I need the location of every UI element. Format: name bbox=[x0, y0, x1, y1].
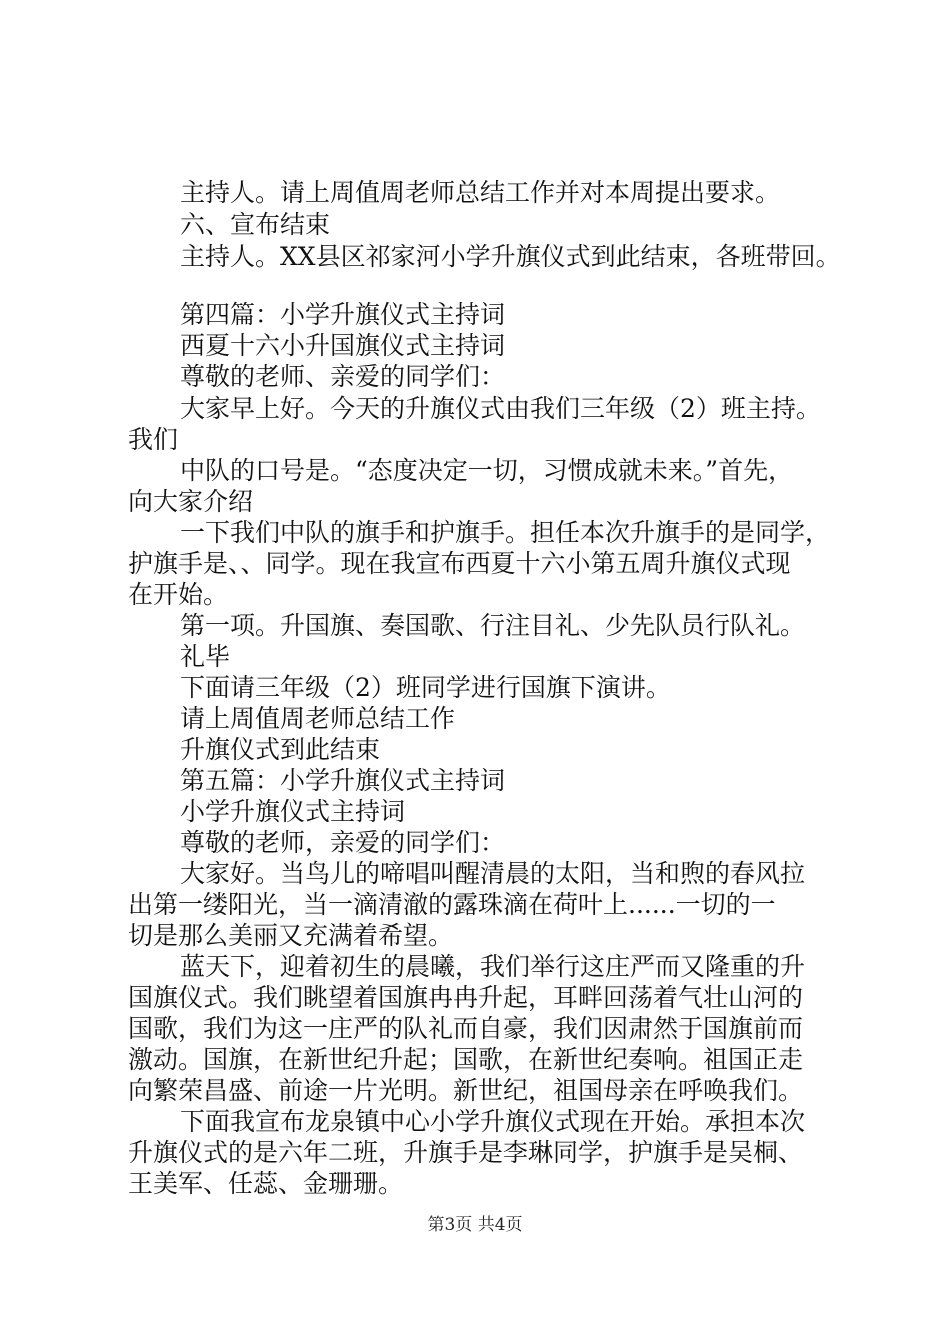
body-line: 大家好。当鸟儿的啼唱叫醒清晨的太阳，当和煦的春风拉 bbox=[180, 859, 806, 888]
body-line: 六、宣布结束 bbox=[180, 210, 331, 239]
section-subtitle: 小学升旗仪式主持词 bbox=[180, 797, 406, 826]
body-line: 一下我们中队的旗手和护旗手。担任本次升旗手的是同学， bbox=[180, 518, 831, 547]
body-line: 向繁荣昌盛、前途一片光明。新世纪，祖国母亲在呼唤我们。 bbox=[128, 1076, 804, 1105]
body-line: 尊敬的老师、亲爱的同学们： bbox=[180, 362, 506, 391]
body-line: 我们 bbox=[128, 425, 179, 454]
body-line: 升旗仪式到此结束 bbox=[180, 735, 381, 764]
body-line: 护旗手是、、同学。现在我宣布西夏十六小第五周升旗仪式现 bbox=[128, 549, 791, 578]
body-line: 出第一缕阳光，当一滴清澈的露珠滴在荷叶上......一切的一 bbox=[128, 890, 776, 919]
body-line: 下面我宣布龙泉镇中心小学升旗仪式现在开始。承担本次 bbox=[180, 1107, 806, 1136]
body-line: 第一项。升国旗、奏国歌、行注目礼、少先队员行队礼。 bbox=[180, 611, 806, 640]
section-heading: 第四篇：小学升旗仪式主持词 bbox=[180, 300, 506, 329]
body-line: 升旗仪式的是六年二班，升旗手是李琳同学，护旗手是吴桐、 bbox=[128, 1138, 804, 1167]
body-line: 中队的口号是。“态度决定一切，习惯成就未来。”首先， bbox=[180, 456, 794, 485]
body-line: 尊敬的老师，亲爱的同学们： bbox=[180, 828, 506, 857]
body-line: 国歌，我们为这一庄严的队礼而自豪，我们因肃然于国旗前而 bbox=[128, 1014, 804, 1043]
body-line: 激动。国旗，在新世纪升起；国歌，在新世纪奏响。祖国正走 bbox=[128, 1045, 804, 1074]
section-heading: 第五篇：小学升旗仪式主持词 bbox=[180, 766, 506, 795]
page-footer: 第3页 共4页 bbox=[427, 1215, 523, 1235]
body-line: 大家早上好。今天的升旗仪式由我们三年级（2）班主持。 bbox=[180, 394, 821, 423]
body-line: 切是那么美丽又充满着希望。 bbox=[128, 921, 454, 950]
body-line: 向大家介绍 bbox=[128, 487, 254, 516]
body-line: 主持人。XX县区祁家河小学升旗仪式到此结束，各班带回。 bbox=[180, 242, 841, 271]
body-line: 礼毕 bbox=[180, 642, 231, 671]
body-line: 主持人。请上周值周老师总结工作并对本周提出要求。 bbox=[180, 178, 781, 207]
body-line: 下面请三年级（2）班同学进行国旗下演讲。 bbox=[180, 673, 671, 702]
body-line: 在开始。 bbox=[128, 580, 229, 609]
body-line: 蓝天下，迎着初生的晨曦，我们举行这庄严而又隆重的升 bbox=[180, 952, 806, 981]
body-line: 请上周值周老师总结工作 bbox=[180, 704, 456, 733]
body-line: 国旗仪式。我们眺望着国旗冉冉升起，耳畔回荡着气壮山河的 bbox=[128, 983, 804, 1012]
body-line: 王美军、任蕊、金珊珊。 bbox=[128, 1169, 404, 1198]
section-subtitle: 西夏十六小升国旗仪式主持词 bbox=[180, 331, 506, 360]
